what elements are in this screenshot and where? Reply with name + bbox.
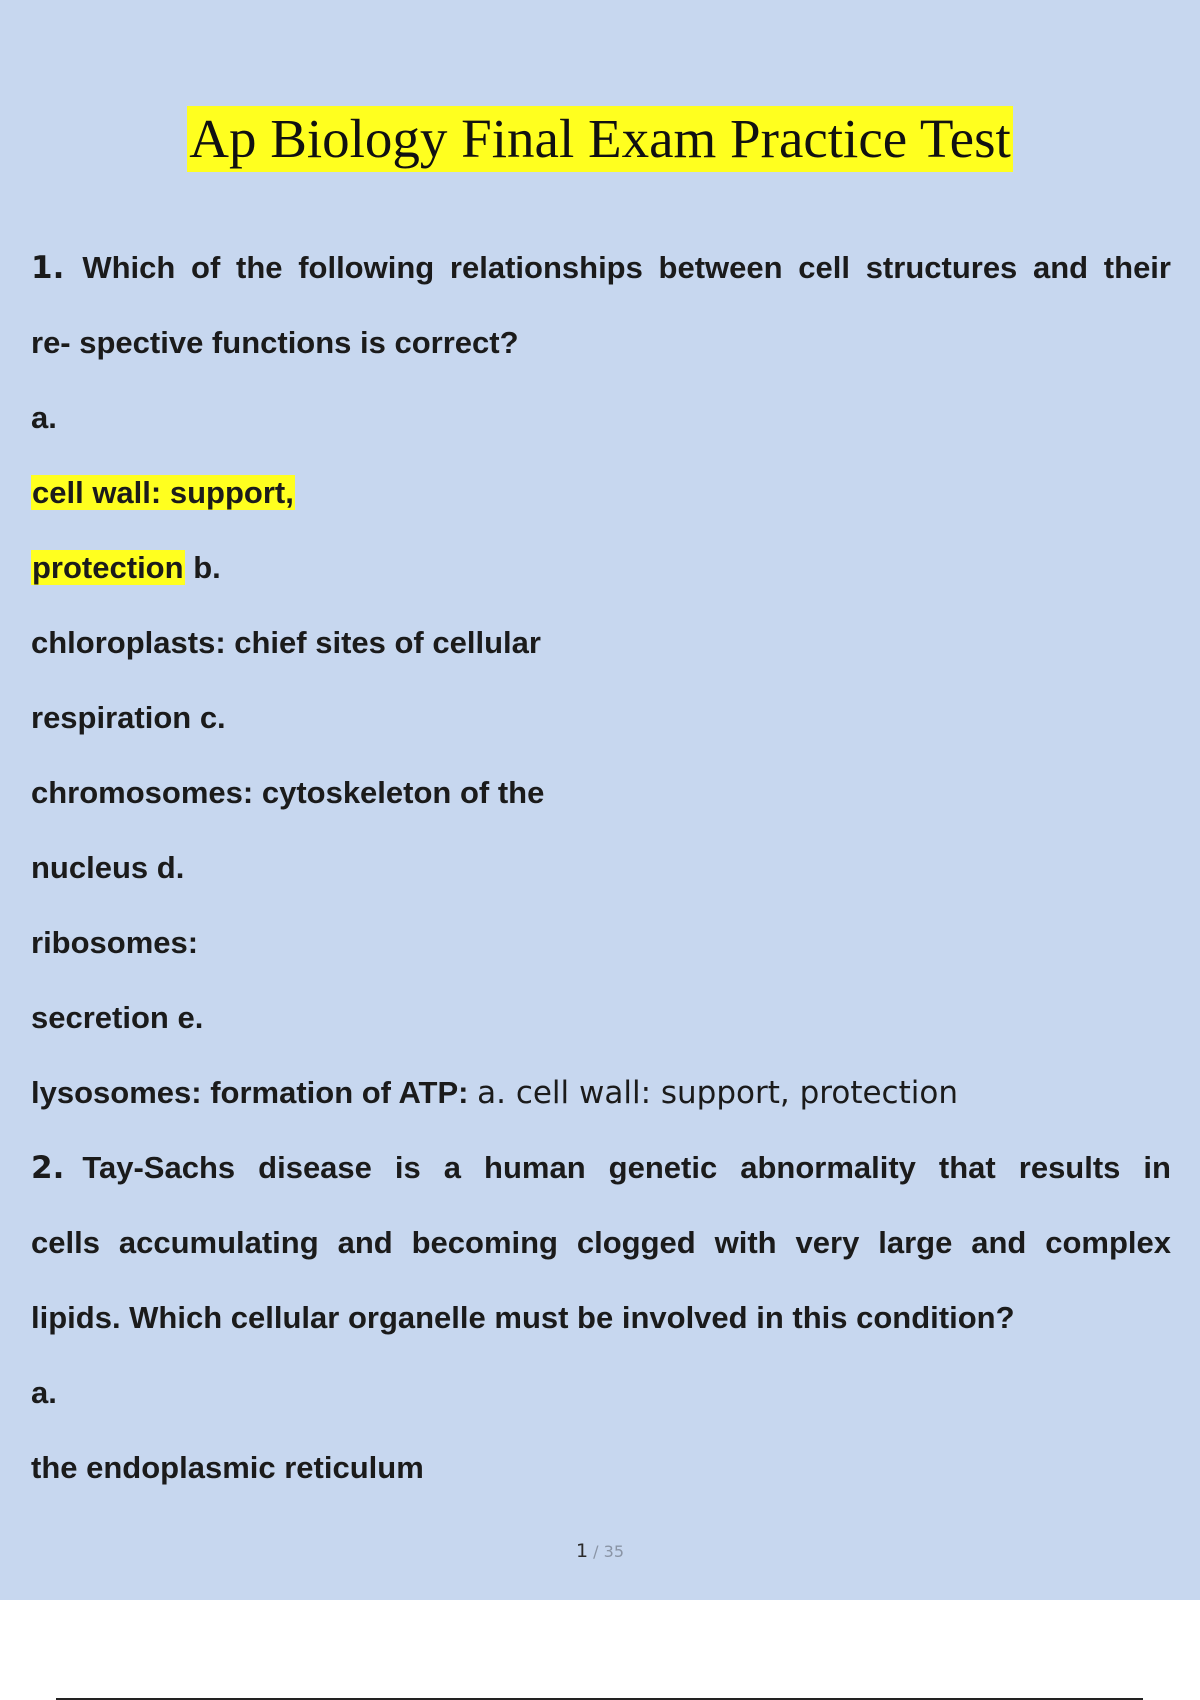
q2-option-a-text: the endoplasmic reticulum bbox=[31, 1450, 424, 1485]
document-title: Ap Biology Final Exam Practice Test bbox=[187, 106, 1013, 172]
option-c-text-2: nucleus d. bbox=[31, 850, 185, 885]
question-1-text-1: Which of the following relationships between cell structures and their bbox=[82, 250, 1171, 285]
document-body bbox=[31, 236, 1171, 1511]
question-2-option-a bbox=[31, 1436, 1171, 1511]
question-1-option-b-line-2 bbox=[31, 686, 1171, 761]
question-1-option-label-a bbox=[31, 386, 1171, 461]
question-1-option-d-line-1 bbox=[31, 911, 1171, 986]
question-1-number: 1. bbox=[31, 250, 65, 286]
highlighted-answer-1: cell wall: support, bbox=[32, 475, 294, 510]
question-1-option-a-line-2 bbox=[31, 536, 1171, 611]
question-2-number: 2. bbox=[31, 1150, 65, 1186]
total-pages: 35 bbox=[603, 1542, 625, 1561]
question-1-option-e bbox=[31, 1061, 1171, 1136]
title-wrap bbox=[0, 106, 1200, 172]
question-2-text-1: Tay-Sachs disease is a human genetic abnormality that results in bbox=[82, 1150, 1171, 1185]
question-2-line-2 bbox=[31, 1211, 1171, 1286]
question-1-option-c-line-1 bbox=[31, 761, 1171, 836]
question-1-answer: a. cell wall: support, protection bbox=[477, 1075, 958, 1111]
question-1-line-2 bbox=[31, 311, 1171, 386]
page-separator: / bbox=[593, 1542, 599, 1561]
option-b-text: chloroplasts: chief sites of cellular bbox=[31, 625, 541, 660]
question-2-line-1 bbox=[31, 1136, 1171, 1211]
question-1-text-2: re- spective functions is correct? bbox=[31, 325, 519, 360]
question-2-text-2: cells accumulating and becoming clogged with very large and complex bbox=[31, 1225, 1171, 1260]
question-2-text-3: lipids. Which cellular organelle must be involved in this condition? bbox=[31, 1300, 1015, 1335]
option-b-text-2: respiration c. bbox=[31, 700, 226, 735]
question-2-line-3 bbox=[31, 1286, 1171, 1361]
question-2-option-label-a bbox=[31, 1361, 1171, 1436]
current-page: 1 bbox=[575, 1540, 589, 1562]
question-1-option-a-line-1 bbox=[31, 461, 1171, 536]
option-e-text: lysosomes: formation of ATP: bbox=[31, 1075, 469, 1110]
option-b-label: b. bbox=[193, 550, 221, 585]
question-1-line-1 bbox=[31, 236, 1171, 311]
option-d-text-2: secretion e. bbox=[31, 1000, 204, 1035]
option-c-text: chromosomes: cytoskeleton of the bbox=[31, 775, 545, 810]
question-1-option-b-line-1 bbox=[31, 611, 1171, 686]
q2-option-a-label: a. bbox=[31, 1375, 57, 1410]
option-a-label: a. bbox=[31, 400, 57, 435]
highlighted-answer-2: protection bbox=[32, 550, 184, 585]
option-d-text: ribosomes: bbox=[31, 925, 199, 960]
question-1-option-d-line-2 bbox=[31, 986, 1171, 1061]
page-indicator bbox=[0, 1540, 1200, 1562]
question-1-option-c-line-2 bbox=[31, 836, 1171, 911]
